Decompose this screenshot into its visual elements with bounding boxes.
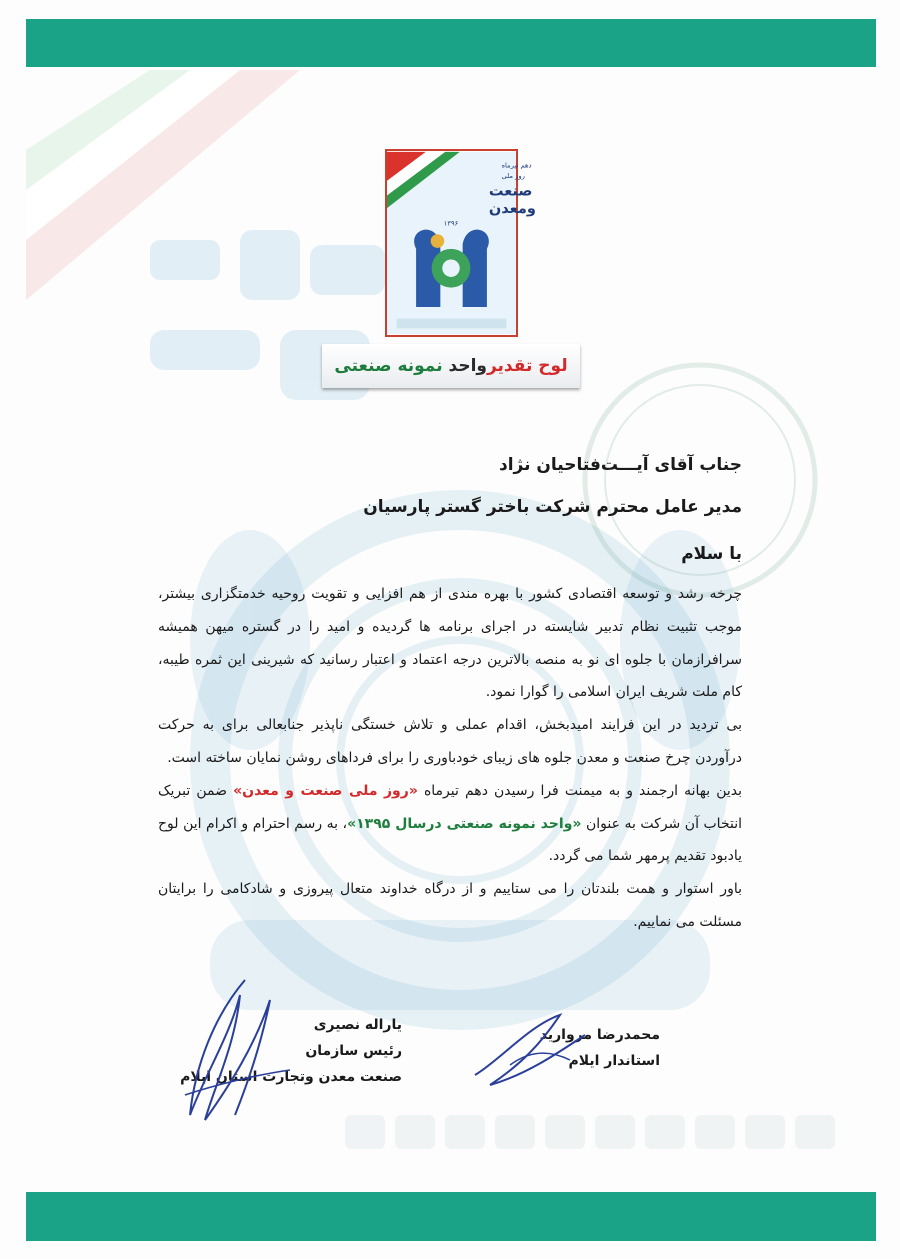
poster-line4: ومعدن (488, 200, 536, 217)
signature-left-image (175, 975, 295, 1125)
org-head-title: رئیس سازمان (305, 1043, 402, 1059)
bottom-color-band (26, 1192, 876, 1241)
signature-right-image (470, 1005, 590, 1095)
governor-name: محمدرضا مروارید (539, 1027, 660, 1043)
poster-line3: صنعت (488, 183, 533, 200)
body-p3-text-c: ، به رسم احترام و اکرام این لوح یادبود تقدیم پرمهر شما می گردد. (158, 815, 742, 865)
plaque-title-part1: لوح تقدیر (486, 356, 568, 376)
body-paragraph-2: بی تردید در این فرایند امیدبخش، اقدام عملی و تلاش خستگی ناپذیر جنابعالی برای به حرکت درآوردن چرخ صنعت و معدن جلوه های زیبای خودباوری را برای فرداهای روشن نمایان ساخته است. (158, 717, 742, 766)
letter-body (158, 578, 742, 939)
body-paragraph-3 (158, 775, 742, 873)
model-unit-highlight: «واحد نمونه صنعتی درسال ۱۳۹۵» (347, 815, 582, 832)
poster-line1: دهم تیرماه (501, 161, 532, 170)
national-day-highlight: «روز ملی صنعت و معدن» (233, 782, 418, 799)
governor-title: استاندار ایلام (568, 1053, 660, 1069)
body-paragraph-1: چرخه رشد و توسعه اقتصادی کشور با بهره مندی از هم افزایی و تقویت روحیه خدمتگزاری بیشتر، موجب تثبیت نظام تدبیر شایسته در اجرای برنامه ها گردیده و امید را در گستره میهن همیشه سرافرازمان با جلوه ای نو به منصه بالاترین درجه اعتماد و اعتبار رسانید که شیرینی این ثمره طیبه، کام ملت شریف ایران اسلامی را گوارا نمود. (158, 586, 742, 701)
greeting: با سلام (681, 544, 742, 564)
event-poster (385, 149, 536, 337)
poster-line2: روز ملی (501, 172, 525, 181)
addressee-position: مدیر عامل محترم شرکت باختر گستر پارسیان (363, 497, 742, 517)
plaque-title-part3: نمونه صنعتی (334, 356, 443, 376)
org-head-organization: صنعت معدن وتجارت استان ایلام (180, 1069, 402, 1085)
plaque-title-part2: واحد (448, 356, 487, 376)
addressee-name: جناب آقای آیـــت‌فتاحیان نژاد (498, 455, 742, 475)
body-p3-text-a: بدین بهانه ارجمند و به میمنت فرا رسیدن دهم تیرماه (417, 782, 743, 799)
poster-graphic (387, 151, 536, 335)
body-p3-text-b: ضمن تبریک انتخاب آن شرکت به عنوان (158, 782, 742, 832)
award-plaque-title (322, 344, 580, 388)
poster-year: ۱۳۹۶ (443, 219, 459, 228)
body-paragraph-4: باور استوار و همت بلندتان را می ستاییم و از درگاه خداوند متعال پیروزی و شادکامی را برایتان مسئلت می نماییم. (158, 881, 742, 930)
org-head-name: یاراله نصیری (313, 1017, 402, 1033)
top-color-band (26, 19, 876, 67)
